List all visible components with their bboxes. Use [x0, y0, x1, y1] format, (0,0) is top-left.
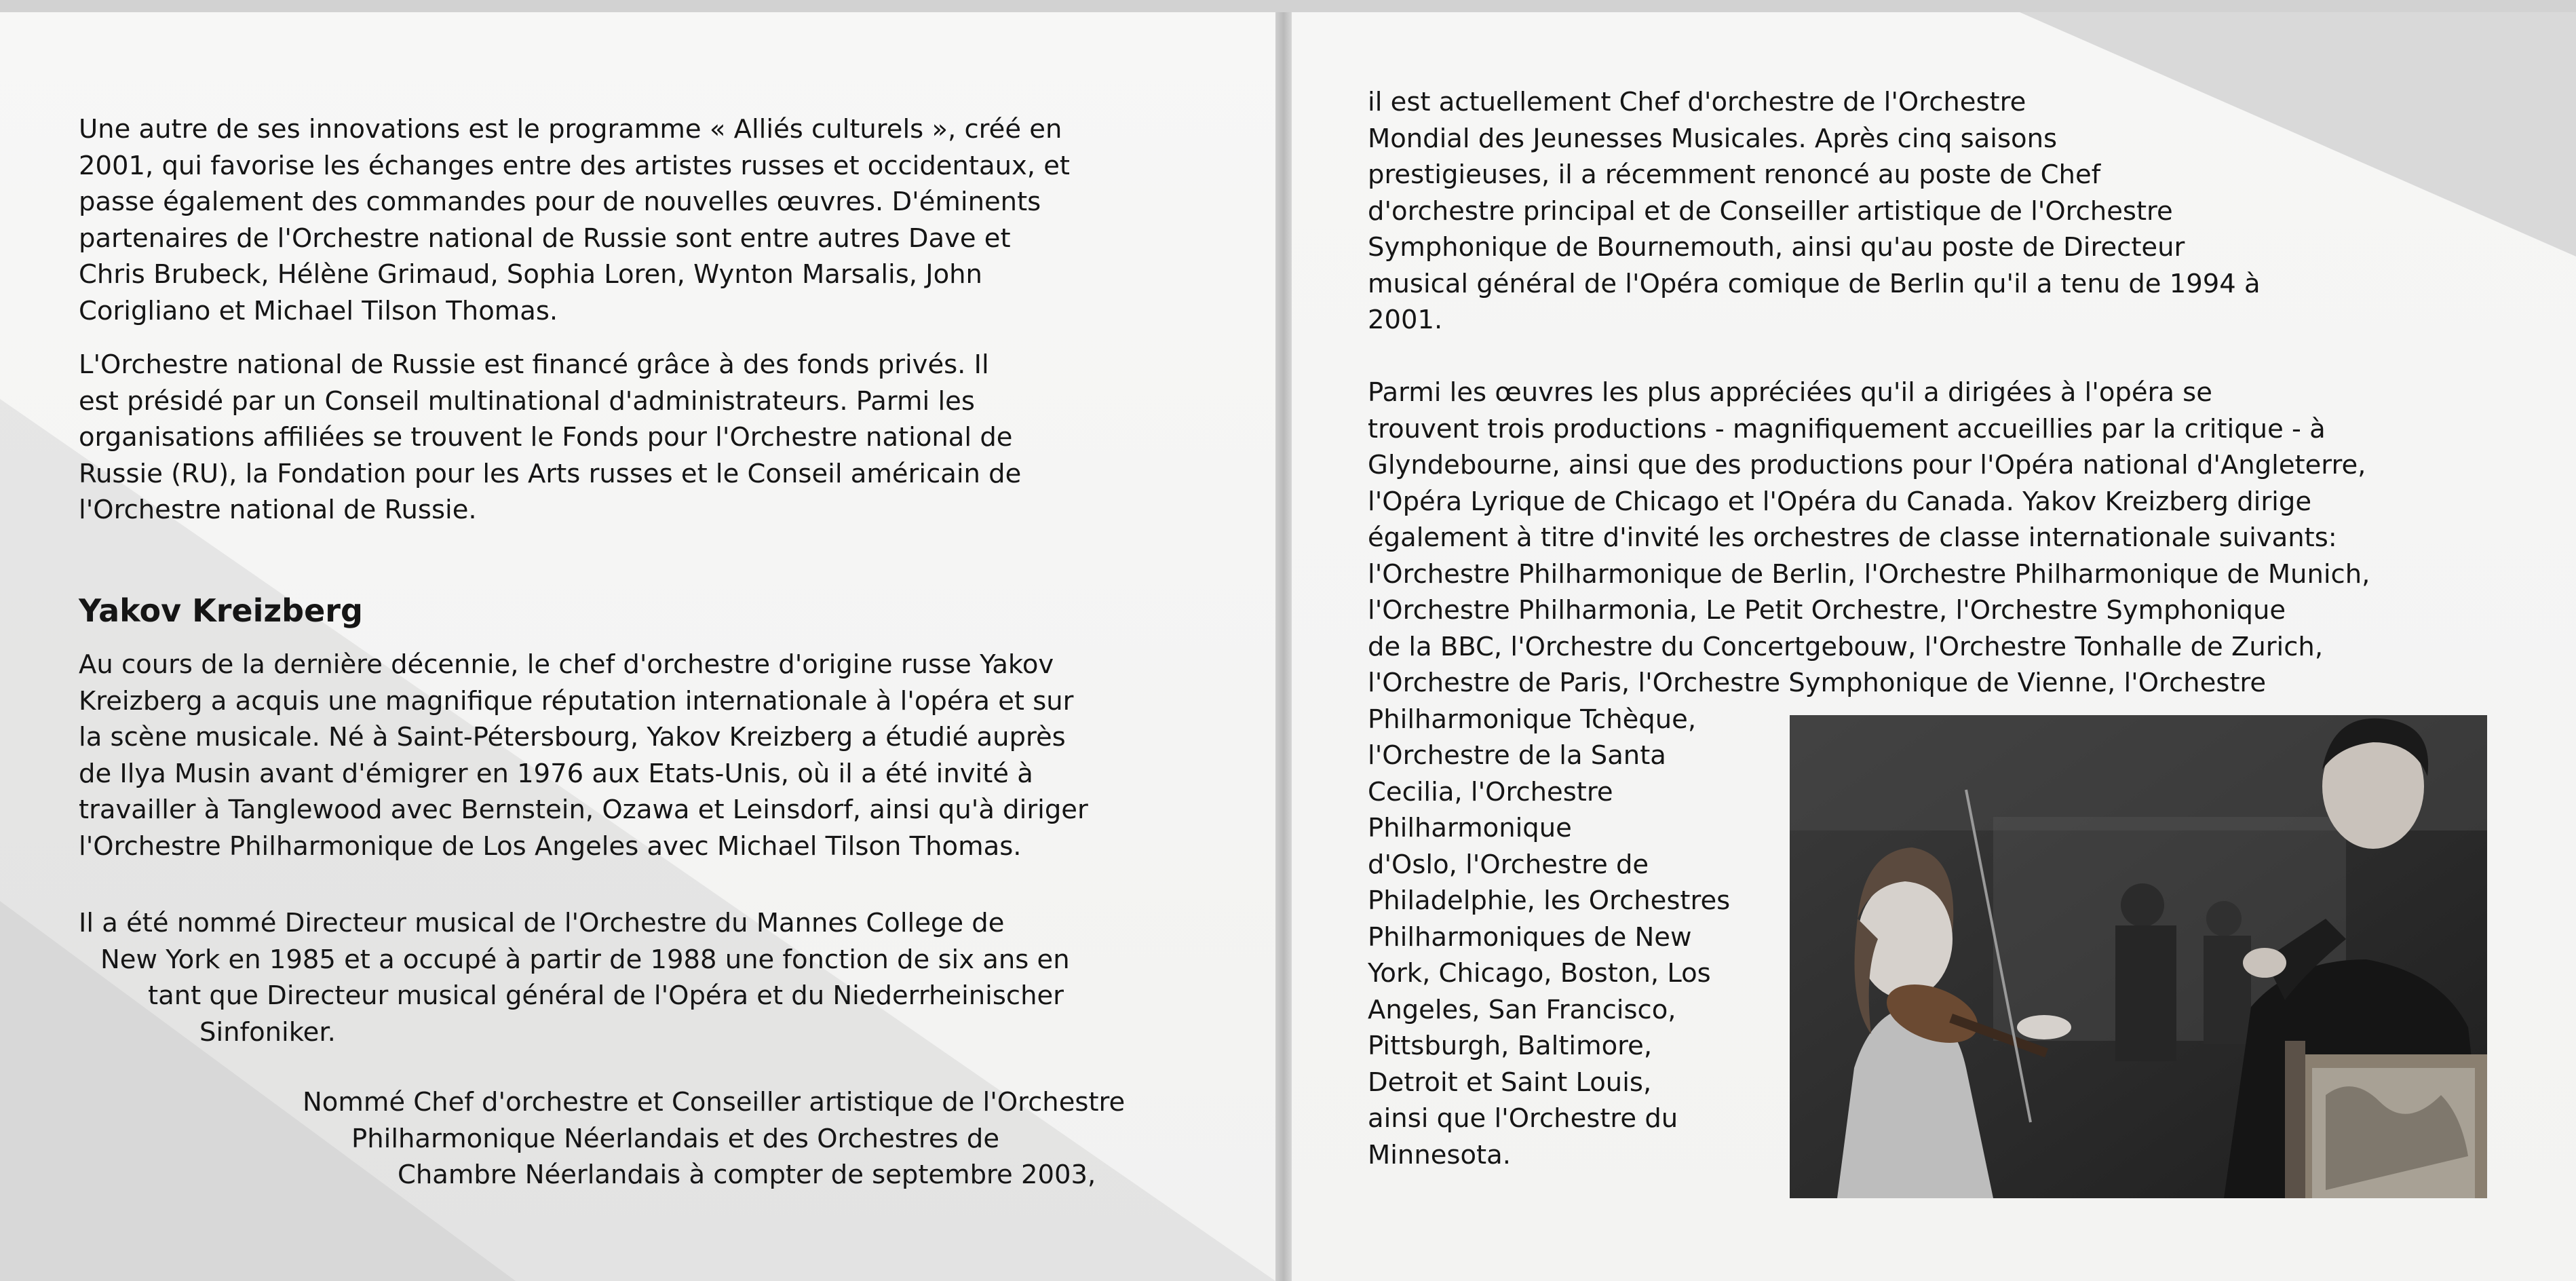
photo-illustration [1790, 715, 2487, 1198]
text-line: Parmi les œuvres les plus appréciées qu'il a dirigées à l'opéra se [1368, 377, 2212, 408]
left-page [0, 12, 1275, 1281]
text-line: organisations affiliées se trouvent le Fonds pour l'Orchestre national de [79, 422, 1013, 453]
conductor-violinist-photo [1790, 715, 2487, 1198]
text-line: il est actuellement Chef d'orchestre de l'Orchestre [1368, 87, 2026, 117]
text-line: Au cours de la dernière décennie, le chef d'orchestre d'origine russe Yakov [79, 649, 1054, 680]
text-line: Philharmoniques de New [1368, 921, 1692, 953]
text-line: tant que Directeur musical général de l'Opéra et du Niederrheinischer [148, 980, 1064, 1011]
text-line: Philharmonique Néerlandais et des Orchestres de [351, 1123, 1000, 1154]
text-line: musical général de l'Opéra comique de Berlin qu'il a tenu de 1994 à [1368, 268, 2261, 299]
text-line: Cecilia, l'Orchestre [1368, 776, 1613, 807]
left-paragraph-2 [79, 347, 1021, 529]
text-line: York, Chicago, Boston, Los [1368, 958, 1711, 989]
text-line: Philharmonique Tchèque, [1368, 704, 1697, 735]
text-line: l'Orchestre national de Russie. [79, 495, 477, 525]
text-line: Il a été nommé Directeur musical de l'Orchestre du Mannes College de [79, 908, 1005, 938]
text-line: la scène musicale. Né à Saint-Pétersbourg, Yakov Kreizberg a étudié auprès [79, 722, 1066, 752]
text-line: d'orchestre principal et de Conseiller artistique de l'Orchestre [1368, 195, 2173, 227]
scan-top-edge [0, 0, 2576, 12]
text-line: Russie (RU), la Fondation pour les Arts russes et le Conseil américain de [79, 458, 1022, 489]
text-line: ainsi que l'Orchestre du [1368, 1103, 1678, 1134]
left-paragraph-1 [79, 111, 1070, 329]
text-line: travailler à Tanglewood avec Bernstein, Ozawa et Leinsdorf, ainsi qu'à diriger [79, 795, 1088, 825]
text-line: Pittsburgh, Baltimore, [1368, 1031, 1653, 1061]
left-paragraph-3 [79, 647, 1088, 864]
text-line: Chris Brubeck, Hélène Grimaud, Sophia Loren, Wynton Marsalis, John [79, 259, 982, 290]
right-paragraph-1 [1368, 84, 2261, 339]
text-line: l'Orchestre de Paris, l'Orchestre Symphonique de Vienne, l'Orchestre [1368, 668, 2267, 698]
text-line: Kreizberg a acquis une magnifique réputation internationale à l'opéra et sur [79, 685, 1074, 716]
text-line: l'Orchestre Philharmonique de Berlin, l'Orchestre Philharmonique de Munich, [1368, 558, 2370, 590]
left-paragraph-4 [79, 905, 1070, 1050]
text-line: Symphonique de Bournemouth, ainsi qu'au poste de Directeur [1368, 232, 2185, 263]
text-line: prestigieuses, il a récemment renoncé au poste de Chef [1368, 159, 2101, 190]
text-line: Glyndebourne, ainsi que des productions pour l'Opéra national d'Angleterre, [1368, 450, 2366, 480]
text-line: 2001, qui favorise les échanges entre des artistes russes et occidentaux, et [79, 150, 1071, 181]
text-line: de la BBC, l'Orchestre du Concertgebouw, l'Orchestre Tonhalle de Zurich, [1368, 631, 2324, 662]
text-line: Philharmonique [1368, 813, 1572, 843]
text-line: Mondial des Jeunesses Musicales. Après cinq saisons [1368, 123, 2058, 154]
text-line: passe également des commandes pour de nouvelles œuvres. D'éminents [79, 187, 1041, 217]
text-line: Philadelphie, les Orchestres [1368, 885, 1731, 916]
text-line: New York en 1985 et a occupé à partir de 1988 une fonction de six ans en [100, 944, 1070, 975]
text-line: Corigliano et Michael Tilson Thomas. [79, 295, 558, 326]
text-line: L'Orchestre national de Russie est financé grâce à des fonds privés. Il [79, 349, 989, 380]
text-line: d'Oslo, l'Orchestre de [1368, 849, 1649, 880]
text-line: l'Opéra Lyrique de Chicago et l'Opéra du Canada. Yakov Kreizberg dirige [1368, 486, 2312, 517]
text-line: l'Orchestre de la Santa [1368, 740, 1666, 771]
book-spine [1275, 12, 1292, 1281]
text-line: Minnesota. [1368, 1139, 1511, 1170]
text-line: est présidé par un Conseil multinational d'administrateurs. Parmi les [79, 385, 975, 417]
text-line: Sinfoniker. [199, 1016, 336, 1048]
text-line: également à titre d'invité les orchestres de classe internationale suivants: [1368, 522, 2337, 553]
section-heading: Yakov Kreizberg [79, 592, 363, 629]
text-line: partenaires de l'Orchestre national de Russie sont entre autres Dave et [79, 223, 1011, 254]
text-line: Nommé Chef d'orchestre et Conseiller artistique de l'Orchestre [303, 1087, 1126, 1117]
text-line: Detroit et Saint Louis, [1368, 1067, 1652, 1098]
text-line: Chambre Néerlandais à compter de septembre 2003, [398, 1160, 1096, 1190]
text-line: trouvent trois productions - magnifiquement accueillies par la critique - à [1368, 413, 2326, 444]
text-line: l'Orchestre Philharmonique de Los Angeles avec Michael Tilson Thomas. [79, 830, 1022, 862]
text-line: de Ilya Musin avant d'émigrer en 1976 aux Etats-Unis, où il a été invité à [79, 758, 1033, 789]
text-line: 2001. [1368, 305, 1443, 335]
left-paragraph-5 [79, 1084, 1125, 1193]
text-line: l'Orchestre Philharmonia, Le Petit Orchestre, l'Orchestre Symphonique [1368, 595, 2286, 626]
text-line: Angeles, San Francisco, [1368, 994, 1676, 1025]
text-line: Une autre de ses innovations est le programme « Alliés culturels », créé en [79, 114, 1062, 145]
